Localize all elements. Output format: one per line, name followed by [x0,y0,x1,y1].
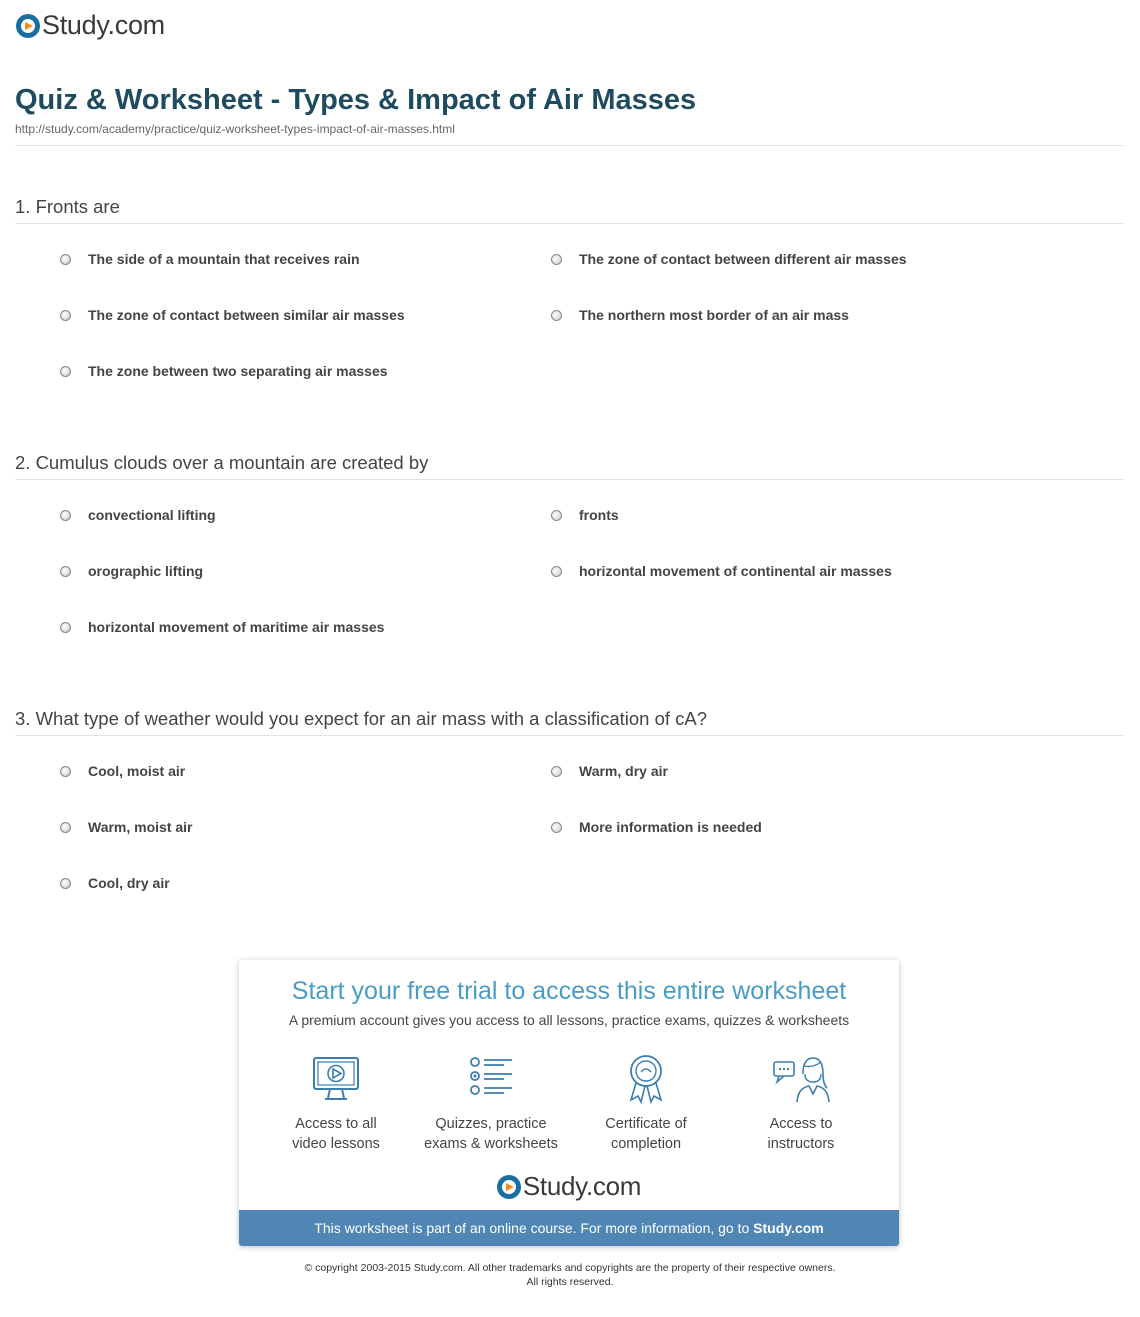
answer-label: The zone of contact between similar air masses [88,307,405,323]
question-text: 1. Fronts are [15,196,120,217]
radio-button[interactable] [60,878,71,889]
answer-option[interactable] [60,507,216,523]
certificate-icon [621,1054,671,1104]
answer-option[interactable] [60,619,384,635]
radio-button[interactable] [551,766,562,777]
radio-button[interactable] [60,566,71,577]
answer-label: horizontal movement of continental air masses [579,563,892,579]
radio-button[interactable] [60,622,71,633]
copyright-footer [0,1261,1140,1289]
instructor-icon [771,1054,831,1104]
copyright-line: © copyright 2003-2015 Study.com. All other trademarks and copyrights are the property of their respective owners. [304,1262,836,1274]
question-divider [15,735,1124,736]
promo-study-logo[interactable] [239,1171,899,1202]
answer-option[interactable] [551,307,849,323]
promo-bar-text: This worksheet is part of an online course. For more information, go to [314,1220,754,1236]
answer-option[interactable] [60,251,360,267]
radio-button[interactable] [551,510,562,521]
promo-info-bar [239,1210,899,1246]
answer-label: Warm, moist air [88,819,193,835]
answer-option[interactable] [60,307,405,323]
free-trial-promo[interactable] [239,960,899,1246]
feature-label-line1: Certificate of [605,1116,687,1132]
header-divider [15,145,1124,146]
answer-option[interactable] [60,819,193,835]
video-lessons-icon [311,1054,361,1104]
question-2 [15,452,1124,635]
feature-label-line2: exams & worksheets [424,1136,558,1152]
radio-button[interactable] [60,766,71,777]
answer-option[interactable] [551,563,892,579]
radio-button[interactable] [60,366,71,377]
feature-label-line1: Access to [769,1116,833,1132]
answer-option[interactable] [551,819,762,835]
radio-button[interactable] [551,310,562,321]
answer-label: convectional lifting [88,507,216,523]
answer-label: The side of a mountain that receives rain [88,251,360,267]
promo-headline[interactable]: Start your free trial to access this entire worksheet [291,977,847,1005]
quiz-list-icon [466,1054,516,1104]
radio-button[interactable] [60,510,71,521]
answer-option[interactable] [60,363,388,379]
radio-button[interactable] [551,566,562,577]
answer-label: orographic lifting [88,563,204,579]
answer-label: The northern most border of an air mass [579,307,849,323]
answer-label: Cool, dry air [88,875,170,891]
answer-label: Cool, moist air [88,763,186,779]
feature-label-line1: Access to all [295,1116,377,1132]
question-text: 2. Cumulus clouds over a mountain are created by [15,452,429,473]
study-logo-icon [497,1175,521,1199]
feature-video-lessons [256,1054,416,1154]
page-url: http://study.com/academy/practice/quiz-worksheet-types-impact-of-air-masses.html [15,122,455,136]
feature-certificate [566,1054,726,1154]
answer-option[interactable] [551,507,619,523]
feature-label-line2: completion [610,1136,682,1152]
answer-label: The zone of contact between different air masses [579,251,907,267]
question-text: 3. What type of weather would you expect for an air mass with a classification of cA? [15,708,708,729]
feature-quizzes [411,1054,571,1154]
radio-button[interactable] [60,822,71,833]
answer-label: fronts [579,507,619,523]
question-divider [15,223,1124,224]
feature-label-line2: instructors [767,1136,835,1152]
page-title: Quiz & Worksheet - Types & Impact of Air Masses [15,84,697,116]
study-logo[interactable] [16,10,165,41]
promo-subtext: A premium account gives you access to all lessons, practice exams, quizzes & worksheets [288,1012,850,1028]
study-link[interactable]: Study.com [753,1220,824,1236]
rights-line: All rights reserved. [526,1276,614,1288]
answer-option[interactable] [551,763,668,779]
answer-label: The zone between two separating air masses [88,363,388,379]
question-1 [15,196,1124,379]
question-3 [15,708,1124,891]
study-logo-text: Study.com [42,10,165,40]
answer-option[interactable] [60,875,170,891]
study-logo-icon [16,14,40,38]
answer-label: horizontal movement of maritime air masses [88,619,385,635]
radio-button[interactable] [551,254,562,265]
answer-option[interactable] [60,563,203,579]
radio-button[interactable] [60,254,71,265]
radio-button[interactable] [60,310,71,321]
answer-label: Warm, dry air [579,763,668,779]
answer-option[interactable] [551,251,907,267]
study-logo-text: Study.com [522,1171,642,1201]
answer-option[interactable] [60,763,185,779]
feature-label-line2: video lessons [292,1136,380,1152]
feature-instructors [721,1054,881,1154]
feature-label-line1: Quizzes, practice [435,1116,547,1132]
answer-label: More information is needed [579,819,762,835]
question-divider [15,479,1124,480]
radio-button[interactable] [551,822,562,833]
